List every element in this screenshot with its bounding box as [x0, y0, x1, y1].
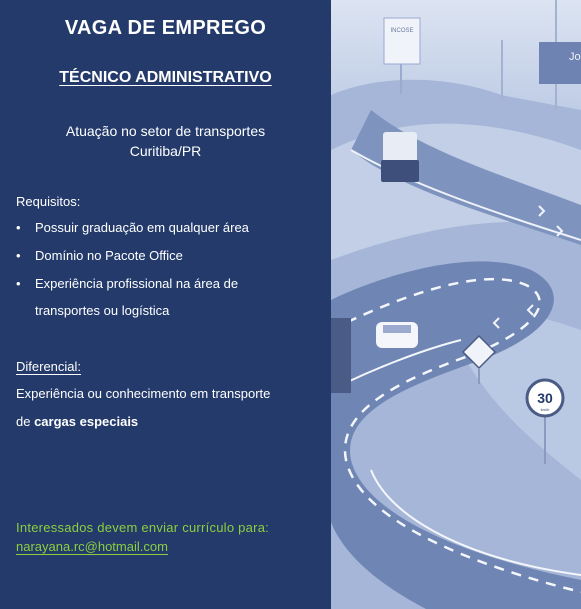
requirement-item: Possuir graduação em qualquer área: [35, 220, 249, 235]
road-illustration: [331, 0, 581, 609]
bullet-icon: •: [16, 220, 21, 235]
roadside-sign-text: Jo: [569, 51, 581, 63]
requirement-item: Experiência profissional na área de: [35, 276, 239, 291]
differential-text: Experiência ou conhecimento em transporte: [16, 386, 271, 401]
differential-text-continued: de cargas especiais: [16, 414, 139, 429]
city-line: Curitiba/PR: [129, 143, 202, 159]
speed-limit-value: 30: [537, 390, 553, 406]
location-block: [0, 121, 331, 161]
sector-line: Atuação no setor de transportes: [65, 123, 266, 139]
speed-limit-unit: km/h: [540, 407, 550, 412]
billboard-text: INCOSE: [390, 28, 414, 34]
bullet-icon: •: [16, 276, 21, 291]
contact-email-link[interactable]: narayana.rc@hotmail.com: [16, 539, 168, 554]
contact-instructions: Interessados devem enviar currículo para:: [16, 520, 270, 535]
posting-heading: VAGA DE EMPREGO: [64, 17, 267, 39]
differential-title: Diferencial:: [16, 359, 82, 374]
special-cargo-bold: cargas especiais: [34, 414, 139, 429]
bullet-icon: •: [16, 248, 21, 263]
position-title: TÉCNICO ADMINISTRATIVO: [59, 69, 272, 86]
requirement-item-continued: transportes ou logística: [35, 303, 170, 318]
requirement-item: Domínio no Pacote Office: [35, 248, 183, 263]
road-photo: [331, 0, 581, 609]
requirements-title: Requisitos:: [16, 194, 81, 209]
